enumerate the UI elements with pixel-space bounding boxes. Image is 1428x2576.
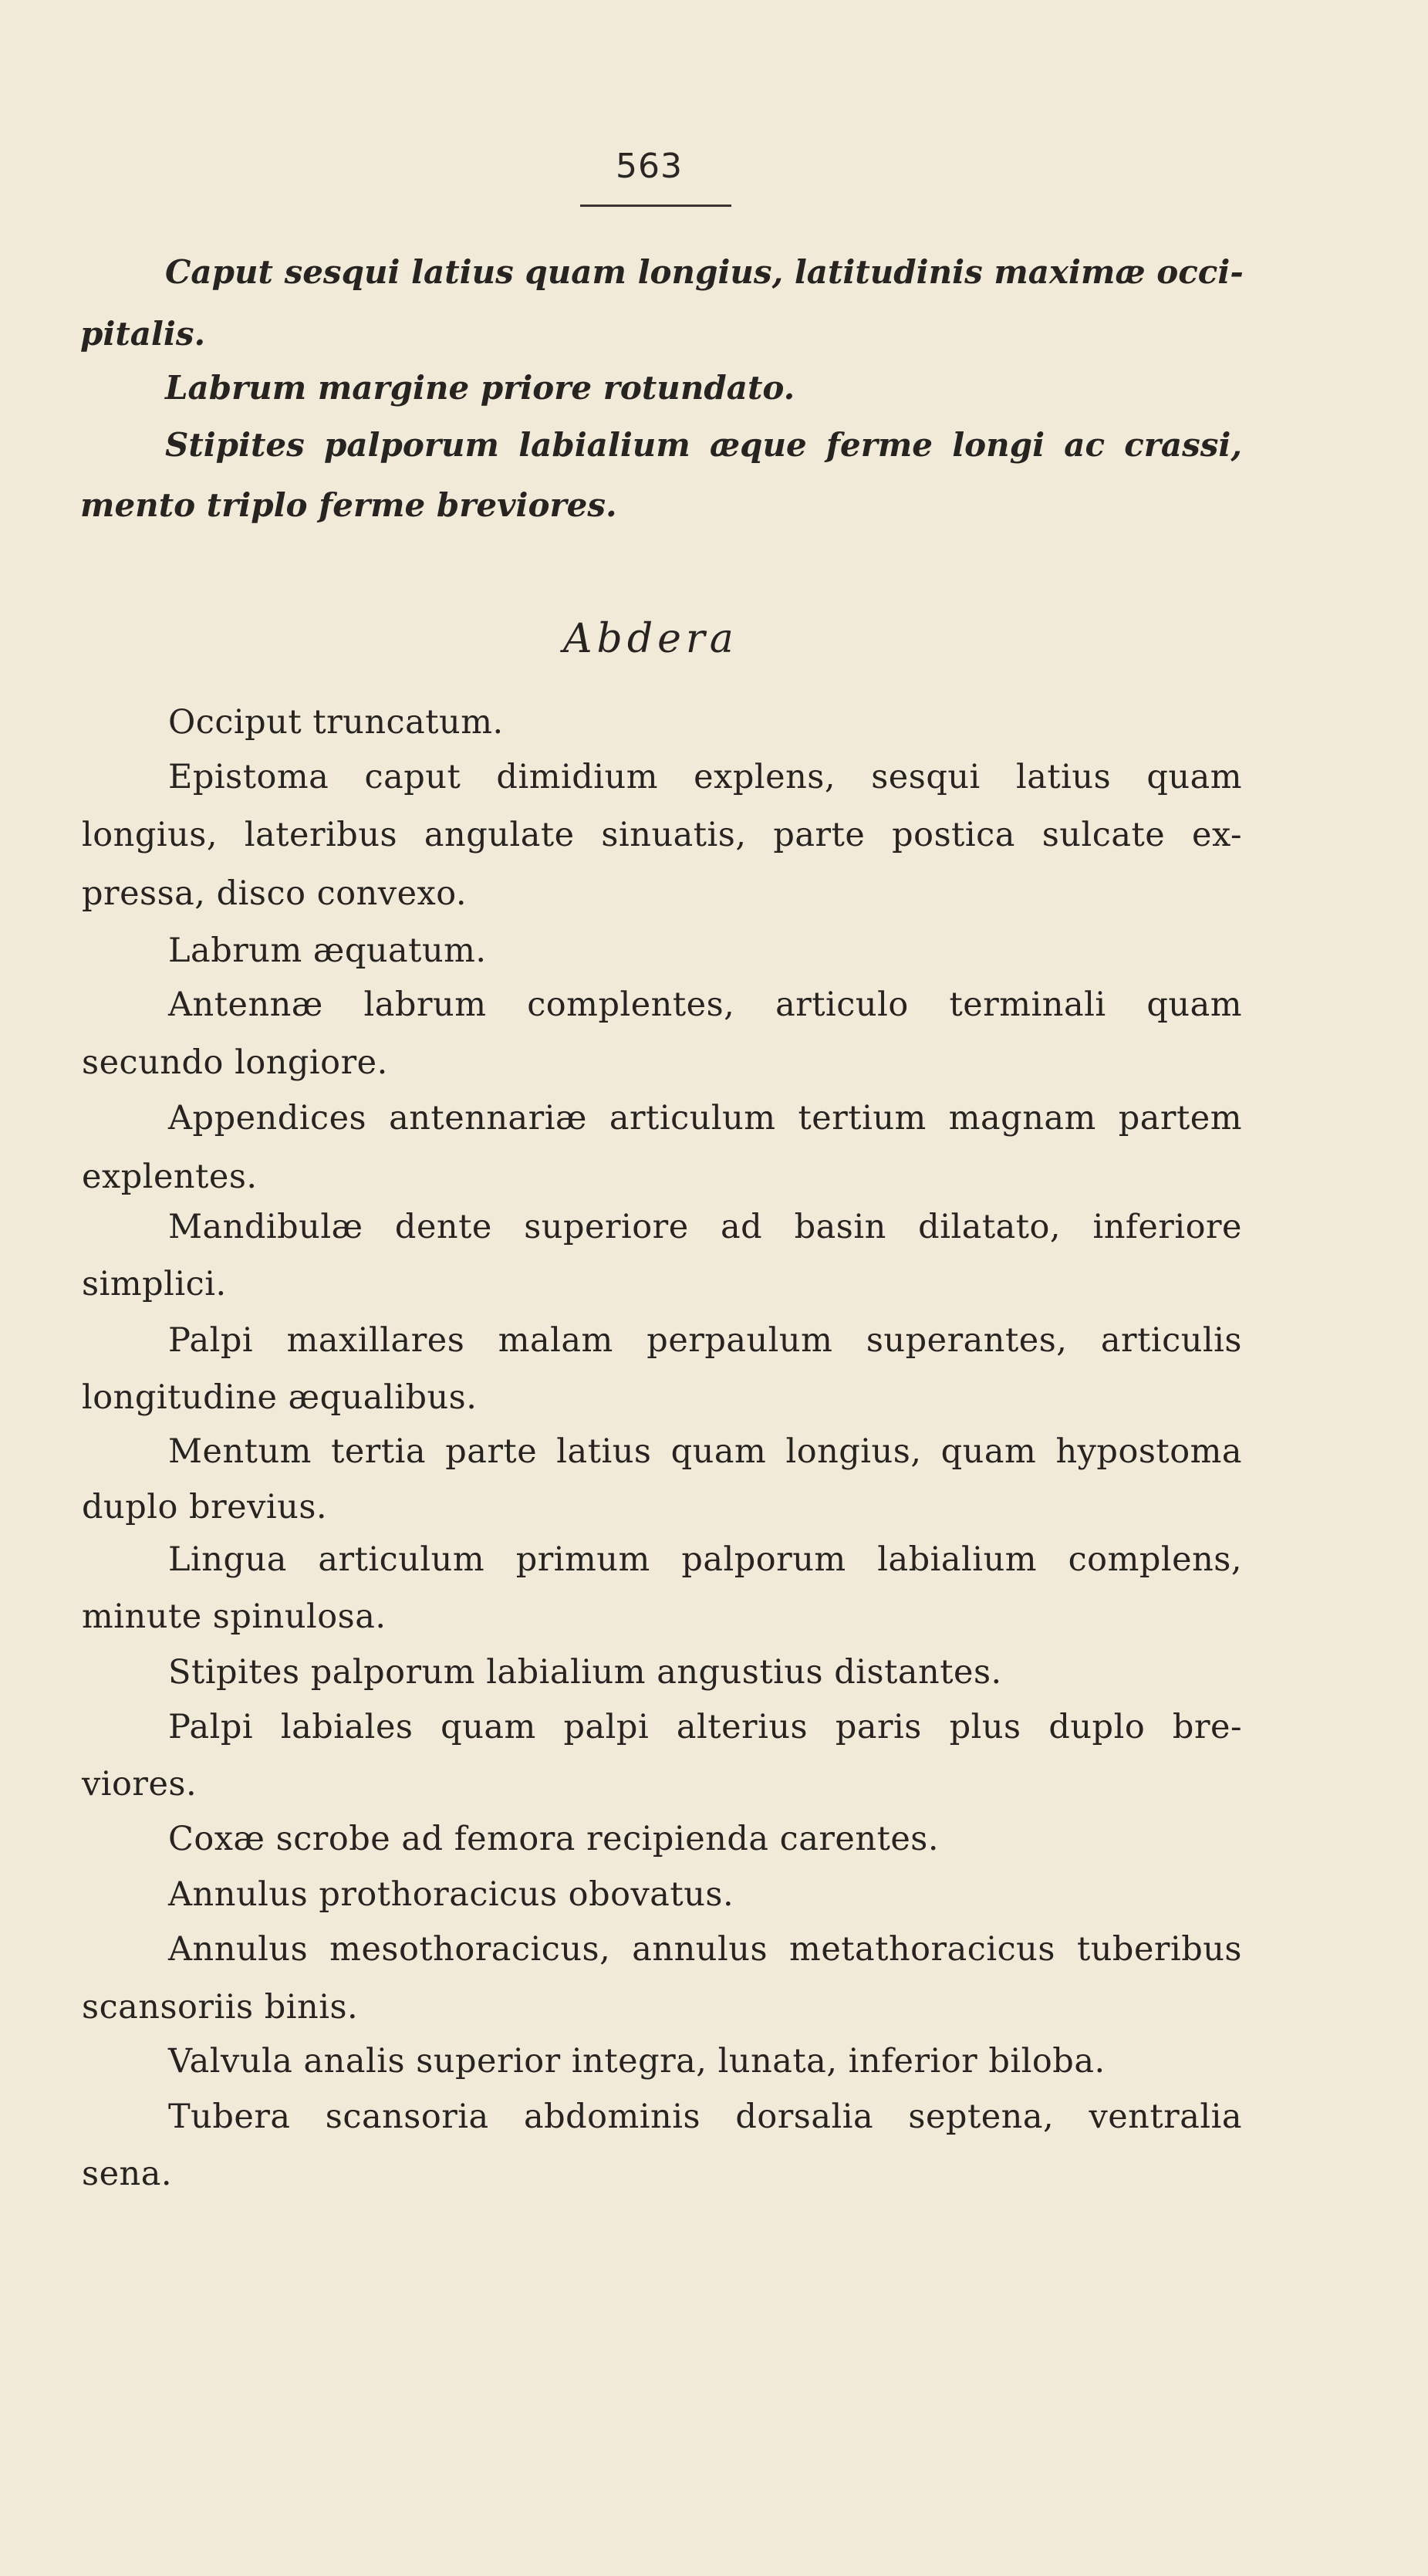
body-line: Annulus prothoracicus obovatus. <box>168 1875 734 1914</box>
body-line: pressa, disco convexo. <box>82 874 468 913</box>
body-line: simplici. <box>82 1265 227 1303</box>
body-line: Occiput truncatum. <box>168 703 504 742</box>
intro-line: Caput sesqui latius quam longius, latitudinis maximæ occi- <box>165 253 1244 291</box>
body-line: Antennæ labrum complentes, articulo terminali quam <box>168 985 1242 1024</box>
body-line: longitudine æqualibus. <box>82 1378 478 1417</box>
body-line: Epistoma caput dimidium explens, sesqui latius quam <box>168 758 1242 796</box>
body-line: sena. <box>82 2155 173 2193</box>
body-line: longius, lateribus angulate sinuatis, parte postica sulcate ex- <box>82 816 1242 854</box>
body-line: duplo brevius. <box>82 1488 328 1526</box>
body-line: Valvula analis superior integra, lunata, inferior biloba. <box>168 2042 1106 2081</box>
intro-line: Stipites palporum labialium æque ferme longi ac crassi, <box>165 426 1242 464</box>
body-line: Lingua articulum primum palporum labialium complens, <box>168 1540 1242 1579</box>
body-line: viores. <box>82 1765 197 1804</box>
intro-line: mento triplo ferme breviores. <box>80 486 617 524</box>
page-number: 563 <box>616 147 683 186</box>
body-line: minute spinulosa. <box>82 1597 387 1636</box>
page-number-rule <box>580 205 731 207</box>
body-line: Tubera scansoria abdominis dorsalia septena, ventralia <box>168 2098 1242 2136</box>
section-heading: Abdera <box>563 616 738 662</box>
body-line: Mandibulæ dente superiore ad basin dilatato, inferiore <box>168 1208 1242 1246</box>
body-line: Mentum tertia parte latius quam longius, quam hypostoma <box>168 1432 1242 1471</box>
body-line: Palpi labiales quam palpi alterius paris plus duplo bre- <box>168 1708 1242 1746</box>
body-line: Palpi maxillares malam perpaulum superantes, articulis <box>168 1321 1242 1360</box>
body-line: Appendices antennariæ articulum tertium magnam partem <box>168 1099 1242 1138</box>
body-line: Coxæ scrobe ad femora recipienda carentes. <box>168 1820 940 1858</box>
body-line: scansoriis binis. <box>82 1988 359 2027</box>
body-line: explentes. <box>82 1158 258 1196</box>
body-line: Labrum æquatum. <box>168 931 487 970</box>
intro-line: pitalis. <box>80 315 206 353</box>
body-line: Stipites palporum labialium angustius distantes. <box>168 1653 1002 1692</box>
intro-line: Labrum margine priore rotundato. <box>165 369 795 407</box>
body-line: Annulus mesothoracicus, annulus metathoracicus tuberibus <box>168 1930 1242 1969</box>
body-line: secundo longiore. <box>82 1043 388 1082</box>
